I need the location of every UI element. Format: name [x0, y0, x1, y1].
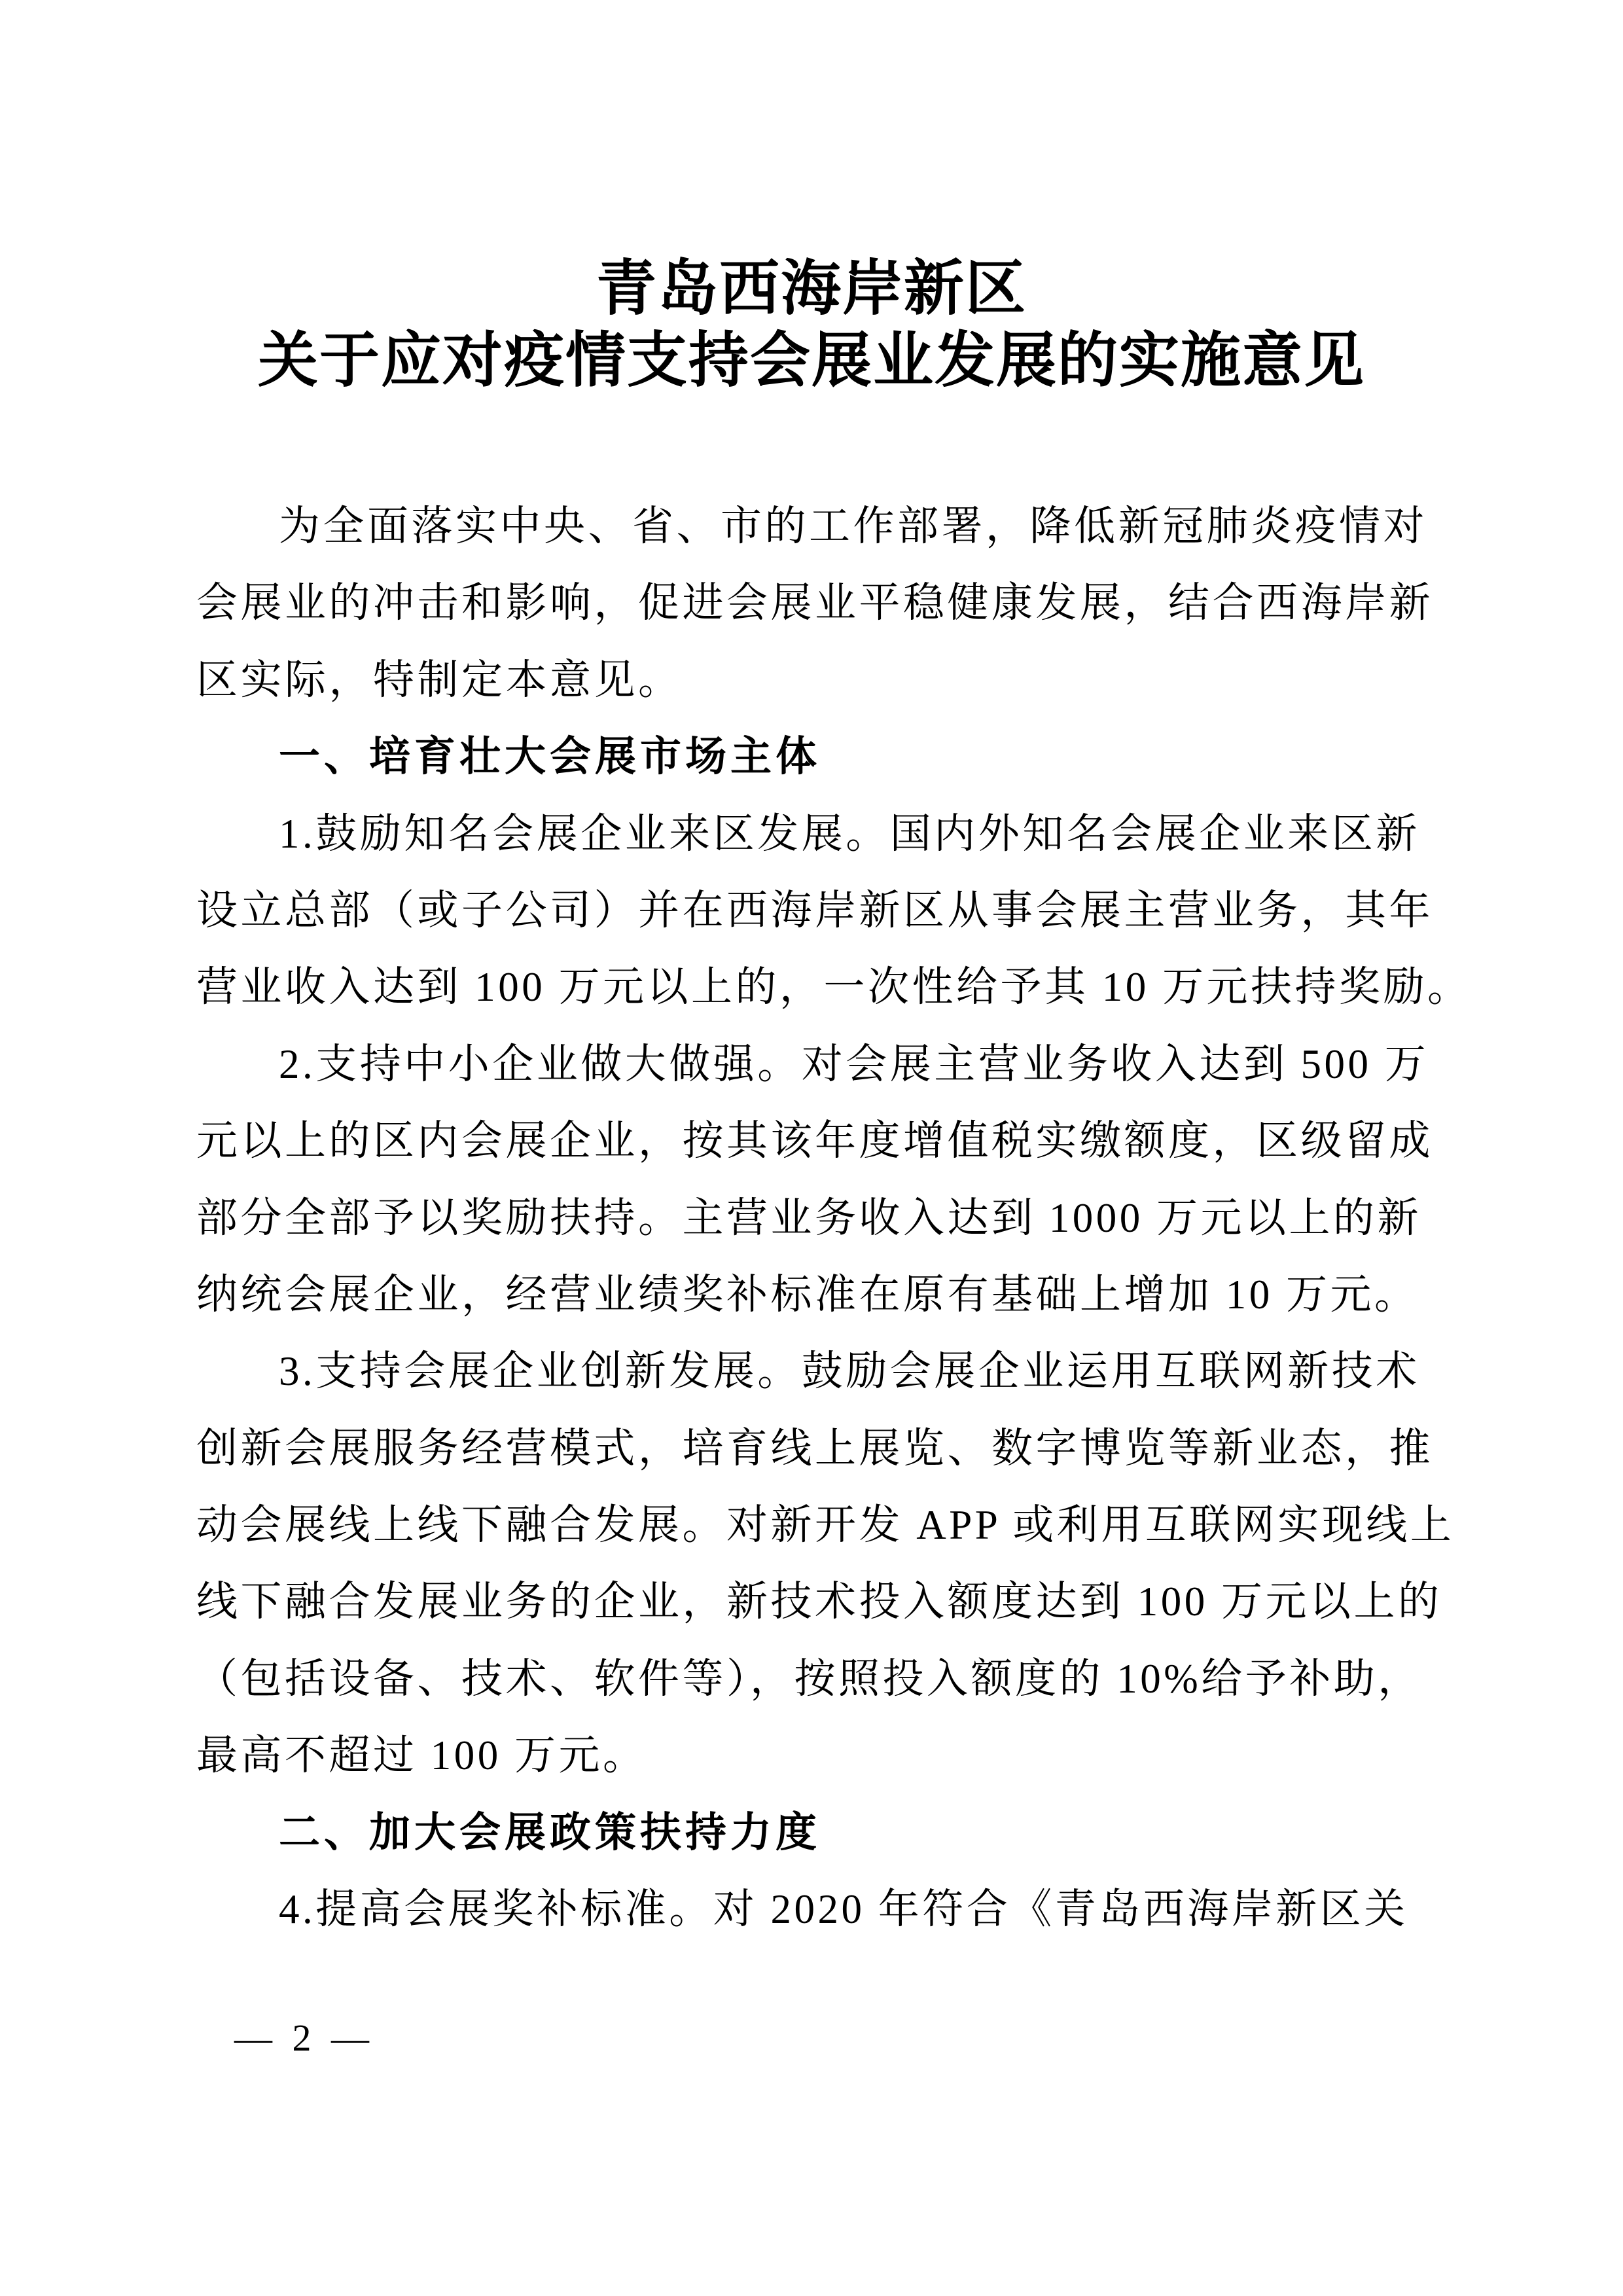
- item-3-line-5: （包括设备、技术、软件等），按照投入额度的 10%给予补助，: [196, 1655, 1422, 1702]
- item-1-line-2: 设立总部（或子公司）并在西海岸新区从事会展主营业务，其年: [196, 887, 1433, 933]
- intro-line-3: 区实际，特制定本意见。: [196, 656, 683, 703]
- intro-line-2: 会展业的冲击和影响，促进会展业平稳健康发展，结合西海岸新: [196, 580, 1433, 626]
- page-number: — 2 —: [234, 2017, 374, 2059]
- item-4-line-1: 4.提高会展奖补标准。对 2020 年符合《青岛西海岸新区关: [279, 1886, 1408, 1933]
- item-1-line-3: 营业收入达到 100 万元以上的，一次性给予其 10 万元扶持奖励。: [196, 964, 1472, 1011]
- document-body: [196, 488, 1472, 1948]
- item-2-line-3: 部分全部予以奖励扶持。主营业务收入达到 1000 万元以上的新: [196, 1194, 1421, 1241]
- item-3-line-2: 创新会展服务经营模式，培育线上展览、数字博览等新业态，推: [196, 1425, 1433, 1471]
- item-1-line-1: 1.鼓励知名会展企业来区发展。国内外知名会展企业来区新: [279, 810, 1420, 857]
- item-2-line-1: 2.支持中小企业做大做强。对会展主营业务收入达到 500 万: [279, 1041, 1429, 1087]
- item-3-line-3: 动会展线上线下融合发展。对新开发 APP 或利用互联网实现线上: [196, 1502, 1455, 1549]
- intro-line-1: 为全面落实中央、省、市的工作部署，降低新冠肺炎疫情对: [279, 503, 1427, 549]
- item-3-line-6: 最高不超过 100 万元。: [196, 1732, 647, 1779]
- item-3-line-1: 3.支持会展企业创新发展。鼓励会展企业运用互联网新技术: [279, 1348, 1420, 1395]
- document-title-line1: 青岛西海岸新区: [596, 255, 1027, 322]
- item-2-line-4: 纳统会展企业，经营业绩奖补标准在原有基础上增加 10 万元。: [196, 1271, 1419, 1318]
- section-1-heading: 一、培育壮大会展市场主体: [279, 734, 821, 780]
- document-title-line2: 关于应对疫情支持会展业发展的实施意见: [257, 327, 1365, 394]
- section-2-heading: 二、加大会展政策扶持力度: [279, 1809, 821, 1856]
- item-2-line-2: 元以上的区内会展企业，按其该年度增值税实缴额度，区级留成: [196, 1118, 1433, 1164]
- document-title: [0, 253, 1623, 397]
- item-3-line-4: 线下融合发展业务的企业，新技术投入额度达到 100 万元以上的: [196, 1579, 1442, 1625]
